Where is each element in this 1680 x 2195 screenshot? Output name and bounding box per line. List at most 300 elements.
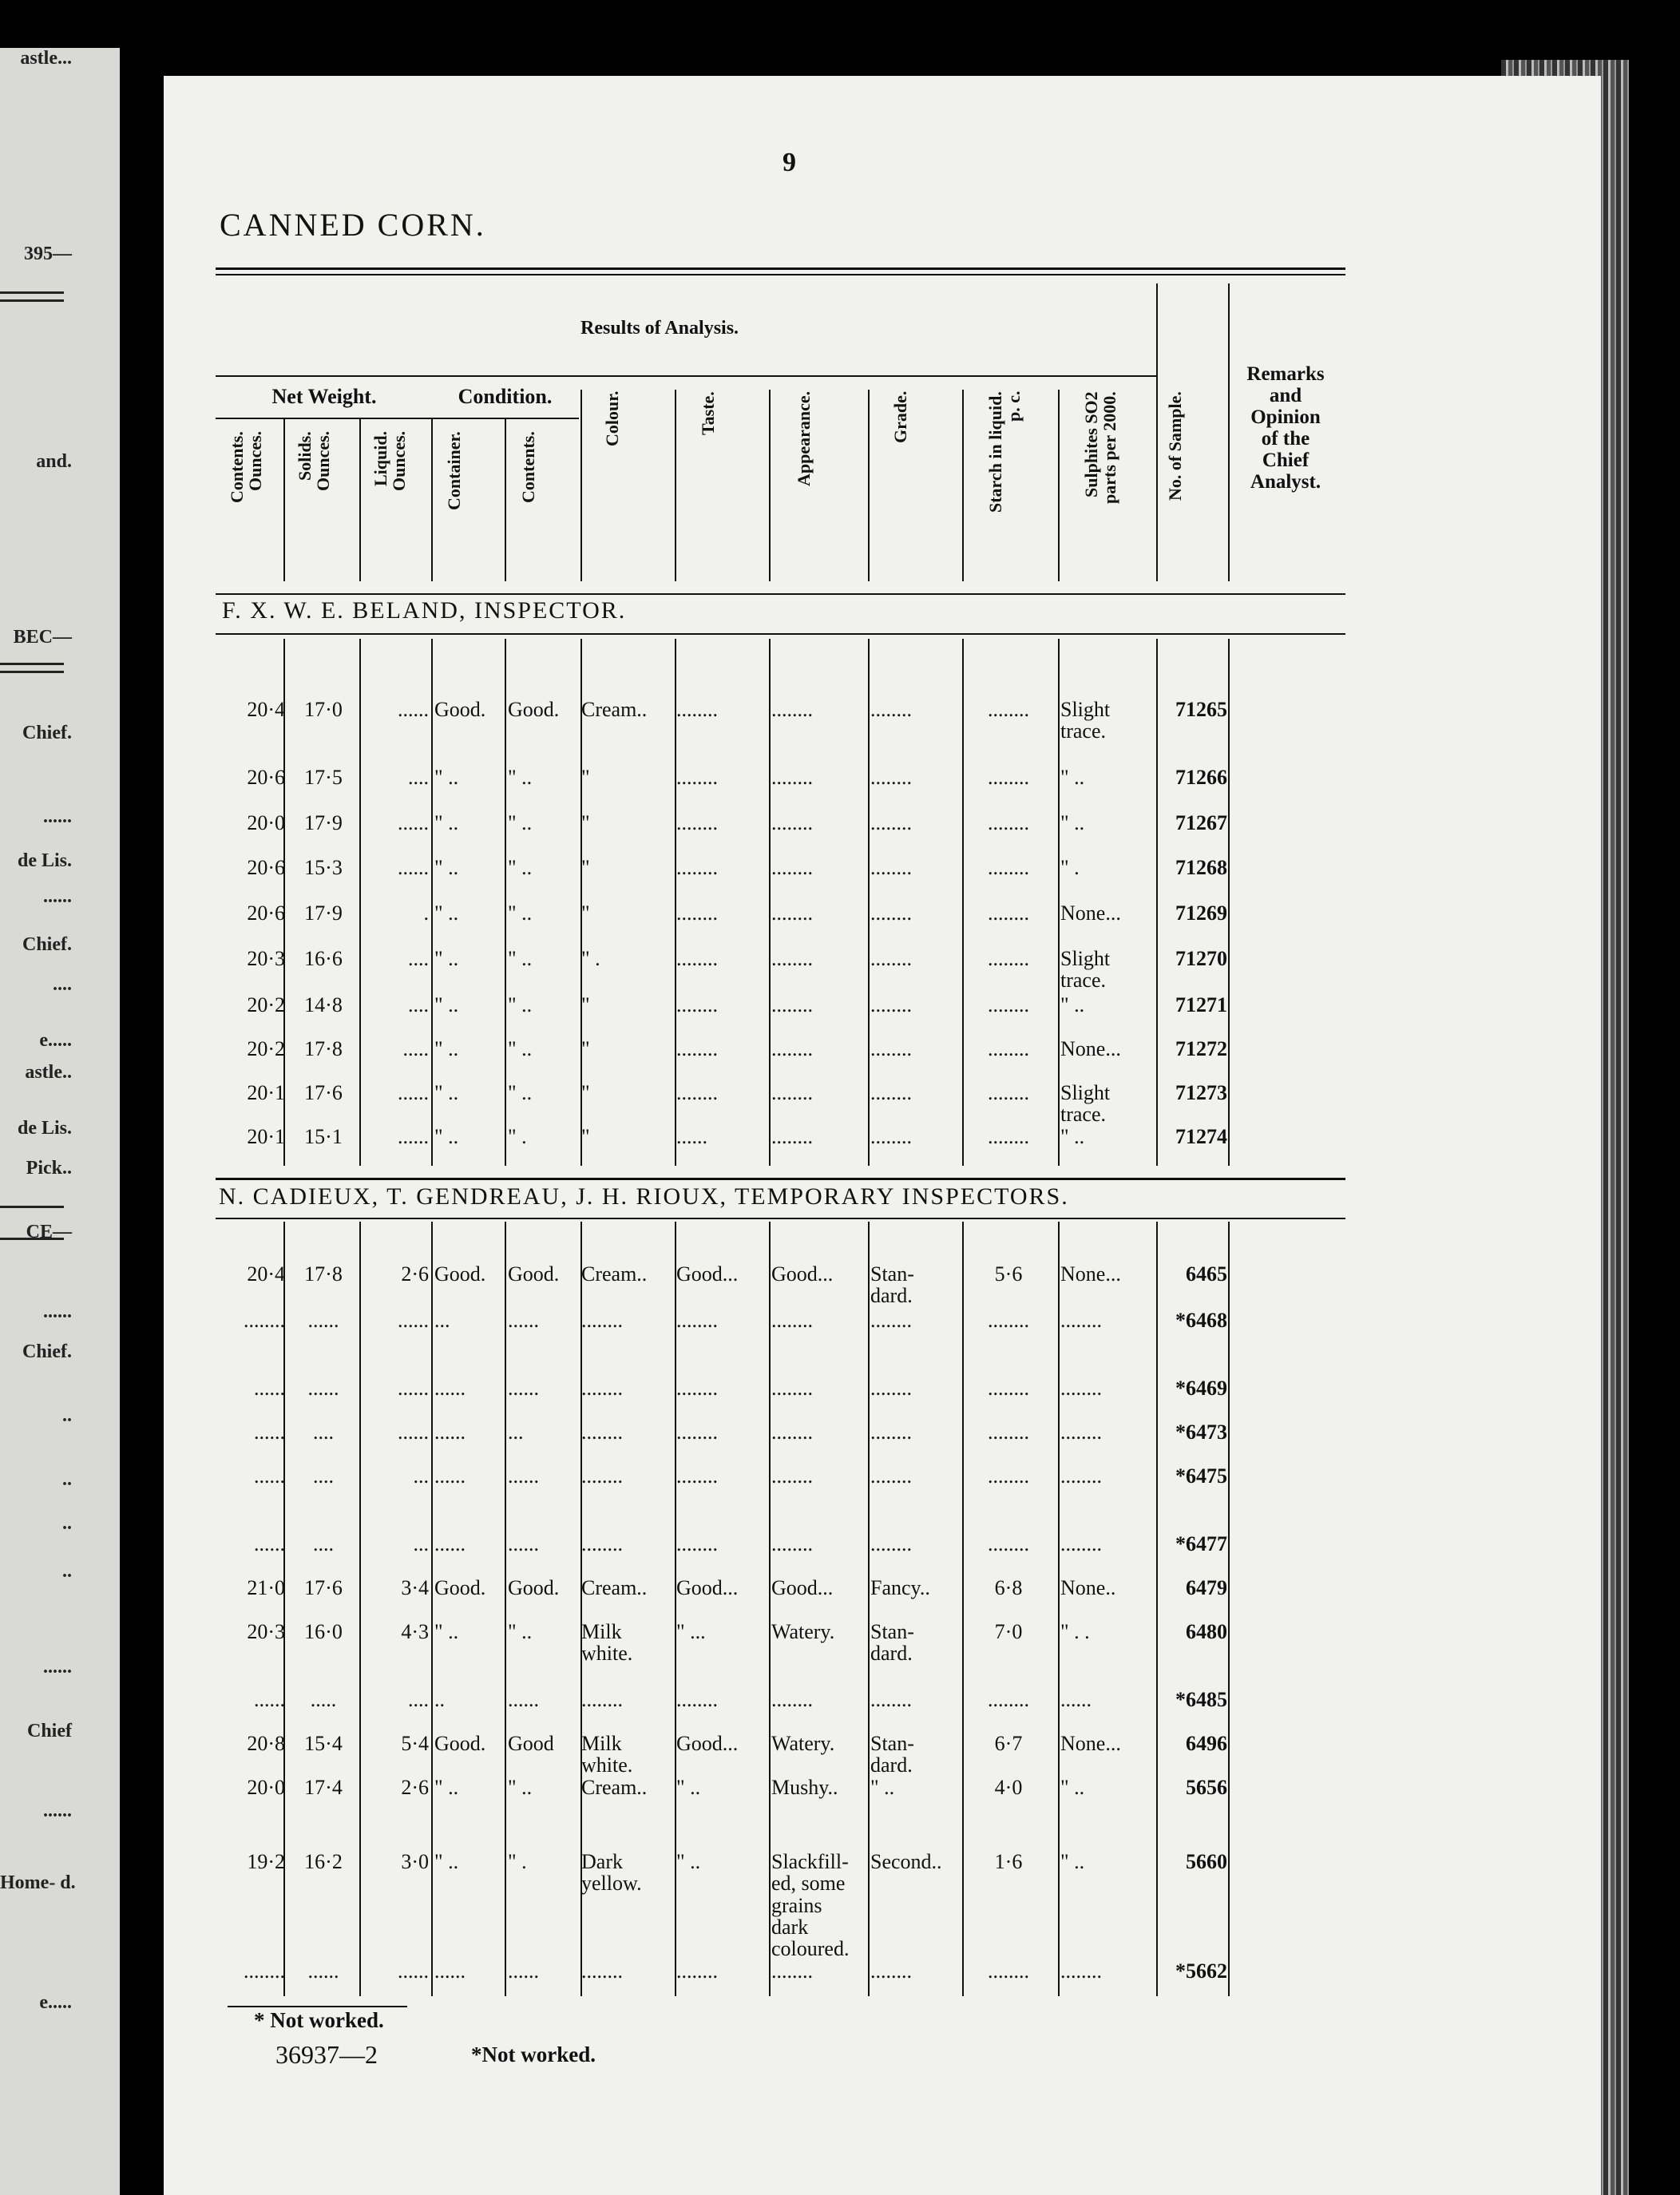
left-page-text: e..... <box>39 1992 72 2013</box>
cell-sulphites: " .. <box>1060 766 1085 789</box>
cell-grade: ........ <box>870 947 912 970</box>
cell-contents: 20·0 <box>247 1776 285 1799</box>
cell-container: " .. <box>434 1081 459 1104</box>
column-header-starch: Starch in liquid. p. c. <box>985 391 1024 513</box>
cell-colour: ........ <box>581 1532 623 1555</box>
cell-contents: 20·4 <box>247 698 285 721</box>
cell-colour: Cream.. <box>581 1576 648 1599</box>
column-header-cond-contents: Contents. <box>518 431 538 503</box>
cell-cond-contents: " .. <box>508 811 533 834</box>
column-divider <box>431 418 433 581</box>
cell-appearance: ........ <box>771 811 813 834</box>
cell-starch: ........ <box>988 1309 1029 1332</box>
left-page-text: .. <box>62 1513 72 1534</box>
cell-solids: .... <box>313 1464 334 1488</box>
column-header-appearance: Appearance. <box>794 391 814 487</box>
cell-contents: 19·2 <box>247 1850 285 1873</box>
cell-sulphites: ........ <box>1060 1959 1102 1983</box>
cell-colour: Milk white. <box>581 1620 633 1666</box>
cell-appearance: ........ <box>771 1377 813 1400</box>
table-rule <box>216 267 1345 270</box>
cell-taste: " ... <box>676 1620 706 1643</box>
cell-colour: " <box>581 766 590 789</box>
cell-starch: ........ <box>988 1464 1029 1488</box>
cell-liquid: ... <box>413 1532 429 1555</box>
cell-contents: 20·6 <box>247 901 285 925</box>
column-divider <box>359 1222 361 1996</box>
cell-starch: ........ <box>988 811 1029 834</box>
left-page-rule <box>0 663 64 665</box>
cell-cond-contents: " .. <box>508 1776 533 1799</box>
cell-grade: Stan- dard. <box>870 1732 914 1777</box>
cell-sample-number: *5662 <box>1175 1959 1227 1983</box>
cell-solids: 17·9 <box>304 811 343 834</box>
column-divider <box>769 1222 771 1996</box>
left-page-text: .. <box>62 1405 72 1426</box>
cell-cond-contents: " .. <box>508 993 533 1016</box>
cell-container: ...... <box>434 1464 466 1488</box>
cell-solids: ...... <box>307 1377 339 1400</box>
cell-solids: 17·6 <box>304 1576 343 1599</box>
cell-taste: ........ <box>676 1037 718 1060</box>
cell-sample-number: *6469 <box>1175 1377 1227 1400</box>
column-header-sample-number: No. of Sample. <box>1165 391 1185 501</box>
cell-appearance: Good... <box>771 1262 834 1286</box>
cell-container: " .. <box>434 856 459 879</box>
cell-grade: Stan- dard. <box>870 1262 914 1308</box>
cell-starch: ........ <box>988 1125 1029 1148</box>
column-divider <box>505 1222 506 1996</box>
cell-contents: ...... <box>254 1688 285 1711</box>
cell-sample-number: *6485 <box>1175 1688 1227 1711</box>
left-page-text: Chief. <box>22 934 72 955</box>
cell-contents: ...... <box>254 1420 285 1444</box>
cell-contents: 20·1 <box>247 1125 285 1148</box>
cell-appearance: Slackfill- ed, some grains dark coloured. <box>771 1850 850 1961</box>
cell-starch: 6·8 <box>994 1576 1023 1599</box>
cell-liquid: ...... <box>398 1081 429 1104</box>
cell-starch: 7·0 <box>994 1620 1023 1643</box>
inspector-heading: N. CADIEUX, T. GENDREAU, J. H. RIOUX, TEMPORARY INSPECTORS. <box>219 1183 1069 1210</box>
cell-liquid: .... <box>408 993 429 1016</box>
cell-liquid: ...... <box>398 1125 429 1148</box>
cell-cond-contents: ...... <box>508 1688 539 1711</box>
cell-cond-contents: " .. <box>508 1081 533 1104</box>
column-divider <box>962 390 964 581</box>
cell-colour: ........ <box>581 1377 623 1400</box>
left-page-rule <box>0 671 64 673</box>
column-divider <box>868 1222 870 1996</box>
left-page-text: ...... <box>43 1657 72 1678</box>
column-divider <box>769 390 771 581</box>
cell-taste: ........ <box>676 811 718 834</box>
column-header-colour: Colour. <box>602 391 622 447</box>
cell-contents: ...... <box>254 1377 285 1400</box>
cell-cond-contents: ...... <box>508 1532 539 1555</box>
cell-liquid: .... <box>408 947 429 970</box>
cell-appearance: ........ <box>771 947 813 970</box>
cell-sample-number: *6473 <box>1175 1420 1227 1444</box>
cell-container: " .. <box>434 1620 459 1643</box>
cell-liquid: 3·4 <box>401 1576 429 1599</box>
cell-container: " .. <box>434 993 459 1016</box>
left-page-text: BEC— <box>13 627 72 648</box>
cell-solids: .... <box>313 1420 334 1444</box>
cell-grade: ........ <box>870 1037 912 1060</box>
cell-colour: " <box>581 901 590 925</box>
cell-liquid: ...... <box>398 1377 429 1400</box>
cell-sulphites: ........ <box>1060 1377 1102 1400</box>
cell-cond-contents: Good <box>508 1732 554 1755</box>
cell-solids: ...... <box>307 1309 339 1332</box>
cell-grade: Second.. <box>870 1850 942 1873</box>
cell-solids: 15·3 <box>304 856 343 879</box>
cell-solids: 17·6 <box>304 1081 343 1104</box>
cell-solids: ..... <box>310 1688 337 1711</box>
column-divider <box>1058 390 1060 581</box>
cell-taste: " .. <box>676 1776 701 1799</box>
cell-grade: Fancy.. <box>870 1576 930 1599</box>
cell-sample-number: 71266 <box>1175 766 1227 789</box>
left-page-text: astle... <box>20 48 72 69</box>
cell-starch: ........ <box>988 1532 1029 1555</box>
cell-appearance: Watery. <box>771 1620 835 1643</box>
cell-cond-contents: Good. <box>508 1576 560 1599</box>
cell-grade: Stan- dard. <box>870 1620 914 1666</box>
cell-grade: ........ <box>870 1125 912 1148</box>
cell-sample-number: 71274 <box>1175 1125 1227 1148</box>
cell-cond-contents: ...... <box>508 1959 539 1983</box>
column-divider <box>580 390 582 581</box>
cell-sulphites: " .. <box>1060 993 1085 1016</box>
cell-starch: ........ <box>988 1037 1029 1060</box>
column-divider <box>283 1222 285 1996</box>
cell-contents: 20·2 <box>247 993 285 1016</box>
cell-sulphites: " .. <box>1060 811 1085 834</box>
left-page-rule <box>0 291 64 294</box>
cell-container: " .. <box>434 1125 459 1148</box>
cell-starch: ........ <box>988 993 1029 1016</box>
left-page-text: ...... <box>43 806 72 827</box>
cell-sulphites: " .. <box>1060 1125 1085 1148</box>
cell-sulphites: Slight trace. <box>1060 698 1111 743</box>
cell-cond-contents: " .. <box>508 1037 533 1060</box>
left-page-text: .. <box>62 1469 72 1490</box>
cell-grade: ........ <box>870 1532 912 1555</box>
cell-sulphites: " . . <box>1060 1620 1090 1643</box>
cell-container: " .. <box>434 766 459 789</box>
cell-grade: ........ <box>870 856 912 879</box>
cell-sample-number: *6475 <box>1175 1464 1227 1488</box>
cell-grade: ........ <box>870 811 912 834</box>
column-header-liquid: Liquid. Ounces. <box>370 431 410 492</box>
table-rule <box>216 1178 1345 1180</box>
cell-colour: " . <box>581 947 600 970</box>
cell-cond-contents: ... <box>508 1420 524 1444</box>
cell-colour: Milk white. <box>581 1732 633 1777</box>
left-page-rule <box>0 299 64 302</box>
cell-cond-contents: " .. <box>508 766 533 789</box>
column-divider <box>1228 639 1230 1166</box>
cell-taste: ........ <box>676 856 718 879</box>
cell-cond-contents: ...... <box>508 1377 539 1400</box>
cell-colour: ........ <box>581 1420 623 1444</box>
table-rule <box>216 593 1345 595</box>
left-page-rule <box>0 1238 64 1240</box>
cell-solids: 17·0 <box>304 698 343 721</box>
left-page-text: e..... <box>39 1030 72 1051</box>
left-page-fragment <box>0 48 120 2195</box>
cell-solids: ...... <box>307 1959 339 1983</box>
cell-solids: 15·4 <box>304 1732 343 1755</box>
column-header-solids: Solids. Ounces. <box>295 431 334 492</box>
cell-liquid: .... <box>408 766 429 789</box>
cell-taste: ........ <box>676 1464 718 1488</box>
table-rule <box>228 2006 407 2007</box>
cell-container: .. <box>434 1688 445 1711</box>
cell-contents: 20·3 <box>247 1620 285 1643</box>
cell-grade: ........ <box>870 698 912 721</box>
cell-starch: 6·7 <box>994 1732 1023 1755</box>
cell-sample-number: 71271 <box>1175 993 1227 1016</box>
cell-taste: ........ <box>676 1420 718 1444</box>
cell-contents: 20·3 <box>247 947 285 970</box>
cell-sample-number: 71268 <box>1175 856 1227 879</box>
cell-appearance: ........ <box>771 698 813 721</box>
cell-sample-number: 6465 <box>1186 1262 1227 1286</box>
cell-appearance: ........ <box>771 1125 813 1148</box>
table-rule <box>216 274 1345 275</box>
cell-container: ...... <box>434 1377 466 1400</box>
cell-liquid: 3·0 <box>401 1850 429 1873</box>
left-page-text: and. <box>36 451 72 472</box>
remarks-heading: Remarks and Opinion of the Chief Analyst. <box>1246 363 1325 493</box>
column-divider <box>283 418 285 581</box>
cell-sulphites: " . <box>1060 856 1080 879</box>
cell-taste: ........ <box>676 698 718 721</box>
cell-taste: ...... <box>676 1125 707 1148</box>
cell-container: " .. <box>434 901 459 925</box>
cell-taste: ........ <box>676 947 718 970</box>
cell-cond-contents: " .. <box>508 901 533 925</box>
left-page-text: .... <box>53 974 72 995</box>
cell-starch: 5·6 <box>994 1262 1023 1286</box>
cell-container: " .. <box>434 1037 459 1060</box>
column-divider <box>675 1222 676 1996</box>
cell-solids: 14·8 <box>304 993 343 1016</box>
cell-grade: ........ <box>870 1377 912 1400</box>
cell-solids: 17·9 <box>304 901 343 925</box>
cell-liquid: . <box>423 901 429 925</box>
column-divider <box>505 418 506 581</box>
cell-colour: ........ <box>581 1309 623 1332</box>
condition-heading: Condition. <box>458 385 553 408</box>
net-weight-heading: Net Weight. <box>271 385 377 408</box>
cell-appearance: ........ <box>771 1081 813 1104</box>
cell-sulphites: None.. <box>1060 1576 1116 1599</box>
cell-container: ...... <box>434 1959 466 1983</box>
cell-taste: ........ <box>676 1959 718 1983</box>
cell-appearance: ........ <box>771 1532 813 1555</box>
cell-cond-contents: " .. <box>508 1620 533 1643</box>
column-divider <box>769 639 771 1166</box>
cell-solids: 16·6 <box>304 947 343 970</box>
cell-grade: ........ <box>870 1420 912 1444</box>
cell-appearance: Watery. <box>771 1732 835 1755</box>
table-rule <box>216 633 1345 635</box>
left-page-text: Chief <box>27 1721 72 1741</box>
cell-sulphites: " .. <box>1060 1850 1085 1873</box>
results-heading: Results of Analysis. <box>580 318 739 339</box>
cell-sample-number: 5660 <box>1186 1850 1227 1873</box>
cell-contents: 20·4 <box>247 1262 285 1286</box>
cell-container: " .. <box>434 947 459 970</box>
inspector-heading: F. X. W. E. BELAND, INSPECTOR. <box>222 597 627 624</box>
cell-colour: " <box>581 811 590 834</box>
cell-sulphites: Slight trace. <box>1060 947 1111 993</box>
left-page-text: Chief. <box>22 1341 72 1362</box>
cell-liquid: 4·3 <box>401 1620 429 1643</box>
cell-liquid: ..... <box>402 1037 429 1060</box>
column-divider <box>1058 1222 1060 1996</box>
cell-contents: 20·6 <box>247 766 285 789</box>
cell-taste: ........ <box>676 766 718 789</box>
column-divider <box>1156 283 1158 581</box>
cell-taste: ........ <box>676 1081 718 1104</box>
cell-solids: 17·8 <box>304 1262 343 1286</box>
left-page-text: ...... <box>43 886 72 907</box>
column-divider <box>868 639 870 1166</box>
column-divider <box>1156 639 1158 1166</box>
cell-sample-number: 71267 <box>1175 811 1227 834</box>
cell-colour: Cream.. <box>581 1776 648 1799</box>
left-page-text: .. <box>62 1561 72 1582</box>
cell-container: " .. <box>434 1850 459 1873</box>
footnote-margin: *Not worked. <box>471 2042 596 2066</box>
cell-liquid: ...... <box>398 856 429 879</box>
cell-grade: ........ <box>870 766 912 789</box>
cell-taste: Good... <box>676 1576 739 1599</box>
cell-cond-contents: ...... <box>508 1464 539 1488</box>
cell-appearance: ........ <box>771 901 813 925</box>
cell-taste: Good... <box>676 1262 739 1286</box>
cell-contents: 20·1 <box>247 1081 285 1104</box>
page-title: CANNED CORN. <box>220 207 486 243</box>
cell-starch: ........ <box>988 1688 1029 1711</box>
cell-container: " .. <box>434 1776 459 1799</box>
cell-colour: ........ <box>581 1464 623 1488</box>
cell-taste: Good... <box>676 1732 739 1755</box>
table-rule <box>216 1218 1345 1219</box>
column-divider <box>962 1222 964 1996</box>
column-divider <box>1228 1222 1230 1996</box>
cell-sample-number: 71273 <box>1175 1081 1227 1104</box>
cell-appearance: Good... <box>771 1576 834 1599</box>
cell-sample-number: *6477 <box>1175 1532 1227 1555</box>
cell-appearance: ........ <box>771 766 813 789</box>
cell-container: ...... <box>434 1532 466 1555</box>
cell-contents: 20·8 <box>247 1732 285 1755</box>
column-header-sulphites: Sulphites SO2 parts per 2000. <box>1081 391 1120 504</box>
cell-taste: ........ <box>676 1309 718 1332</box>
cell-sample-number: 71272 <box>1175 1037 1227 1060</box>
cell-appearance: ........ <box>771 1959 813 1983</box>
cell-colour: " <box>581 1081 590 1104</box>
cell-sulphites: None... <box>1060 1732 1121 1755</box>
cell-liquid: ... <box>413 1464 429 1488</box>
left-page-text: de Lis. <box>17 850 72 871</box>
column-divider <box>1058 639 1060 1166</box>
cell-container: Good. <box>434 1262 486 1286</box>
cell-sulphites: Slight trace. <box>1060 1081 1111 1127</box>
cell-sulphites: None... <box>1060 901 1121 925</box>
cell-liquid: .... <box>408 1688 429 1711</box>
left-page-text: CE— <box>26 1222 72 1242</box>
cell-sulphites: " .. <box>1060 1776 1085 1799</box>
cell-contents: ........ <box>244 1309 285 1332</box>
cell-grade: ........ <box>870 1081 912 1104</box>
table-rule <box>216 418 431 419</box>
cell-starch: ........ <box>988 698 1029 721</box>
cell-container: " .. <box>434 811 459 834</box>
column-divider <box>431 639 433 1166</box>
left-page-text: ...... <box>43 1801 72 1821</box>
left-page-rule <box>0 1206 64 1208</box>
cell-grade: ........ <box>870 1464 912 1488</box>
cell-appearance: ........ <box>771 993 813 1016</box>
cell-cond-contents: " . <box>508 1125 527 1148</box>
cell-cond-contents: Good. <box>508 1262 560 1286</box>
column-divider <box>675 390 676 581</box>
cell-container: Good. <box>434 1576 486 1599</box>
column-header-taste: Taste. <box>698 391 718 435</box>
cell-container: ... <box>434 1309 450 1332</box>
cell-grade: ........ <box>870 1688 912 1711</box>
cell-sulphites: ........ <box>1060 1532 1102 1555</box>
cell-colour: Dark yellow. <box>581 1850 642 1896</box>
column-header-container: Container. <box>444 431 464 510</box>
cell-contents: 20·2 <box>247 1037 285 1060</box>
cell-appearance: ........ <box>771 1688 813 1711</box>
cell-contents: 21·0 <box>247 1576 285 1599</box>
cell-contents: ...... <box>254 1532 285 1555</box>
cell-starch: 1·6 <box>994 1850 1023 1873</box>
table-rule <box>216 375 1156 377</box>
cell-starch: 4·0 <box>994 1776 1023 1799</box>
cell-liquid: 2·6 <box>401 1262 429 1286</box>
cell-sample-number: 71270 <box>1175 947 1227 970</box>
column-divider <box>1156 1222 1158 1996</box>
cell-container: ...... <box>434 1420 466 1444</box>
cell-colour: Cream.. <box>581 698 648 721</box>
cell-appearance: ........ <box>771 1420 813 1444</box>
cell-cond-contents: " . <box>508 1850 527 1873</box>
cell-taste: ........ <box>676 1688 718 1711</box>
cell-solids: 17·5 <box>304 766 343 789</box>
cell-colour: " <box>581 856 590 879</box>
cell-contents: ...... <box>254 1464 285 1488</box>
cell-starch: ........ <box>988 766 1029 789</box>
cell-grade: ........ <box>870 901 912 925</box>
cell-colour: " <box>581 1125 590 1148</box>
cell-grade: ........ <box>870 1959 912 1983</box>
cell-liquid: 5·4 <box>401 1732 429 1755</box>
cell-liquid: ...... <box>398 1959 429 1983</box>
cell-sample-number: 6479 <box>1186 1576 1227 1599</box>
column-divider <box>868 390 870 581</box>
left-page-text: 395— <box>24 244 72 264</box>
cell-solids: 17·8 <box>304 1037 343 1060</box>
